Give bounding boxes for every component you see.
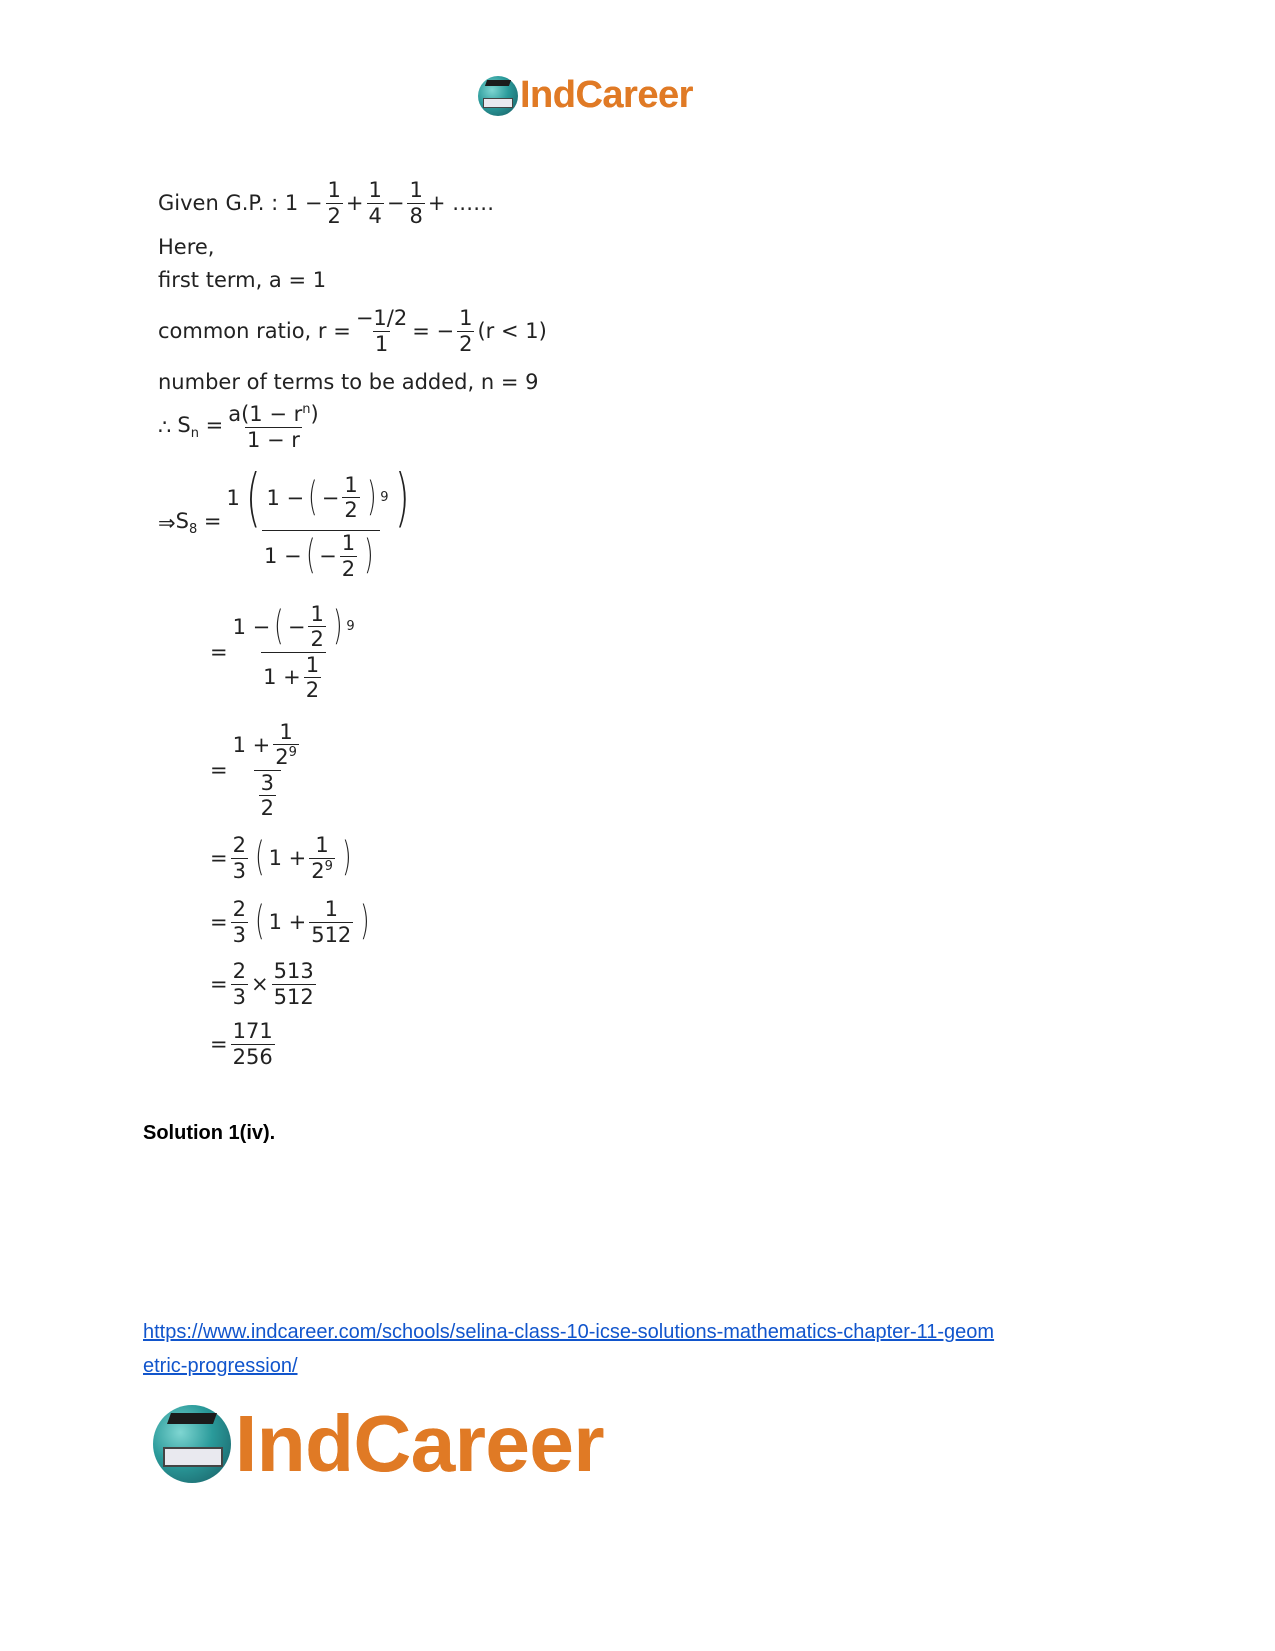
given-label: Given G.P. : 1 − xyxy=(158,191,323,215)
result-line: = $\frac{171}{256}$ xyxy=(210,1019,273,1069)
fraction: $\frac{1}{4}$ xyxy=(368,178,382,228)
logo-text: IndCareer xyxy=(520,74,693,116)
footer-logo xyxy=(153,1398,604,1490)
step-line: = 1 − ( − $\frac{1}{2}$ ) 9 1 + $\frac{1}{2}$ xyxy=(210,602,355,702)
common-ratio-line: common ratio, r = $\frac{-1/2}{1}$ = − $\frac{1}{2}$ (r < 1) xyxy=(158,306,547,356)
footer-link-block xyxy=(143,1315,994,1383)
step-line: = $\frac{2}{3}$ × $\frac{513}{512}$ xyxy=(210,959,314,1009)
here-line: Here, xyxy=(158,235,215,259)
fraction: $\frac{171}{256}$ xyxy=(232,1019,273,1069)
source-link[interactable]: https://www.indcareer.com/schools/selina-class-10-icse-solutions-mathematics-chapter-11-geom etric-progression/ xyxy=(143,1321,995,1377)
fraction: 1 ( 1 − ( − $\frac{1}{2}$ ) 9 ) 1 − ( − $\frac{1}{2}$ ) xyxy=(226,461,410,581)
fraction: $\frac{1}{2}$ xyxy=(327,178,341,228)
step-line: = $\frac{2}{3}$ ( 1 + $\frac{1}{2^9}$ ) xyxy=(210,833,352,883)
fraction: $\frac{2}{3}$ xyxy=(232,959,246,1009)
solution-body xyxy=(158,176,547,1074)
globe-book-icon xyxy=(478,76,518,116)
fraction: $\frac{2}{3}$ xyxy=(232,897,246,947)
fraction: $\frac{513}{512}$ xyxy=(273,959,314,1009)
first-term-line: first term, a = 1 xyxy=(158,268,327,292)
ratio-label: common ratio, r = xyxy=(158,319,351,343)
solution-heading: Solution 1(iv). xyxy=(143,1122,276,1144)
step-line: = $\frac{2}{3}$ ( 1 + $\frac{1}{512}$ ) xyxy=(210,897,370,947)
s8-line: ⇒ $S_8$ = 1 ( 1 − ( − $\frac{1}{2}$ ) 9 ) 1 − ( − $\frac{1}{2}$ ) xyxy=(158,456,547,590)
fraction: $\frac{2}{3}$ xyxy=(232,833,246,883)
n-terms-line: number of terms to be added, n = 9 xyxy=(158,370,539,394)
globe-book-icon xyxy=(153,1405,231,1483)
fraction: $\frac{-1/2}{1}$ xyxy=(355,306,408,356)
fraction: $\frac{1}{2}$ xyxy=(459,306,473,356)
fraction: $\frac{1}{8}$ xyxy=(409,178,423,228)
fraction: 1 + $\frac{1}{2^9}$ $\frac{3}{2}$ xyxy=(232,720,297,820)
header-logo xyxy=(478,74,693,117)
ratio-condition: (r < 1) xyxy=(477,319,547,343)
fraction: $\frac{a(1 - r^n)}{1 - r}$ xyxy=(228,402,319,452)
given-gp-line: Given G.P. : 1 − $\frac{1}{2}$ + $\frac{1}{4}$ − $\frac{1}{8}$ + …… xyxy=(158,178,495,228)
fraction: 1 − ( − $\frac{1}{2}$ ) 9 1 + $\frac{1}{2}$ xyxy=(232,602,355,702)
step-line: = 1 + $\frac{1}{2^9}$ $\frac{3}{2}$ xyxy=(210,714,547,826)
sn-formula-line: ∴ $S_n$ = $\frac{a(1 - r^n)}{1 - r}$ xyxy=(158,402,319,452)
logo-text: IndCareer xyxy=(235,1399,604,1488)
